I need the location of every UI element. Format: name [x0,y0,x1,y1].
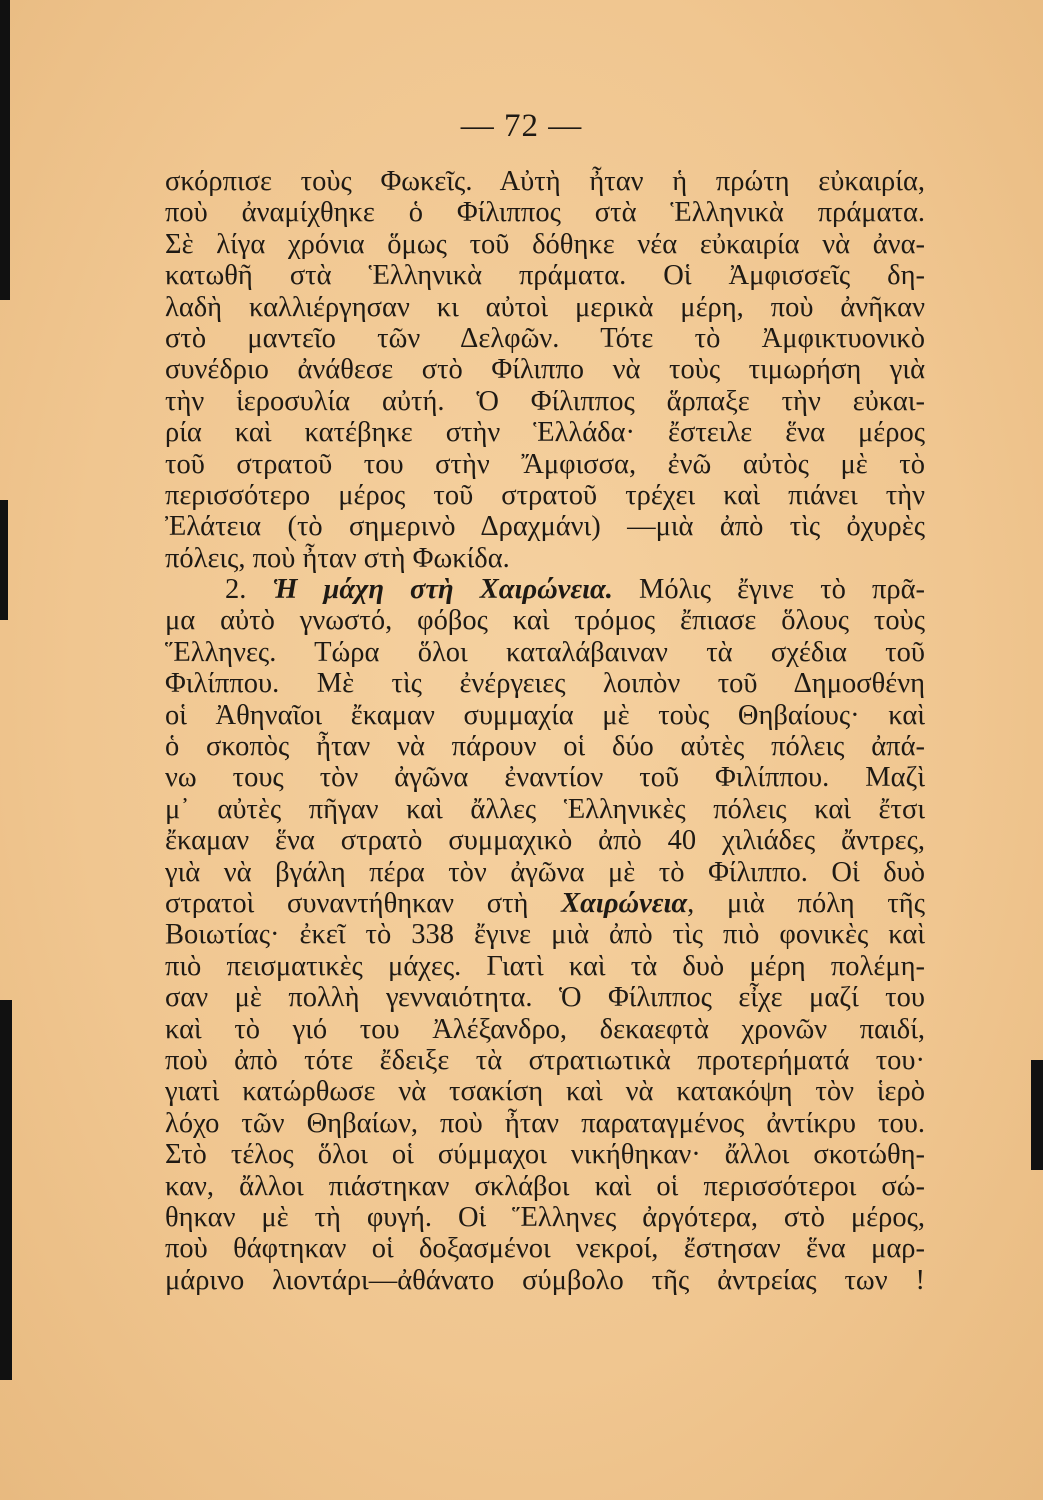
text-line: θηκαν μὲ τὴ φυγή. Οἱ Ἕλληνες ἀργότερα, στὸ μέρος, [165,1201,925,1233]
text-line: Φιλίππου. Μὲ τὶς ἐνέργειες λοιπὸν τοῦ Δημοσθένη [165,668,925,700]
text-line: ὁ σκοπὸς ἦταν νὰ πάρουν οἱ δύο αὐτὲς πόλεις ἀπά- [165,731,925,763]
text-line: μ᾿ αὐτὲς πῆγαν καὶ ἄλλες Ἑλληνικὲς πόλεις καὶ ἔτσι [165,793,925,825]
text-line: συνέδριο ἀνάθεσε στὸ Φίλιππο νὰ τοὺς τιμωρήση γιὰ [165,354,925,386]
text-fragment: , μιὰ πόλη τῆς [687,887,925,919]
scan-edge-shadow [0,1000,12,1380]
text-line: λαδὴ καλλιέργησαν κι αὐτοὶ μερικὰ μέρη, ποὺ ἀνῆκαν [165,291,925,323]
text-line: στὸ μαντεῖο τῶν Δελφῶν. Τότε τὸ Ἀμφικτυονικὸ [165,322,925,354]
text-line: Βοιωτίας· ἐκεῖ τὸ 338 ἔγινε μιὰ ἀπὸ τὶς πιὸ φονικὲς καὶ [165,919,925,951]
text-line: καὶ τὸ γιό του Ἀλέξανδρο, δεκαεφτὰ χρονῶν παιδί, [165,1013,925,1045]
text-line: τὴν ἱεροσυλία αὐτή. Ὁ Φίλιππος ἅρπαξε τὴν εὐκαι- [165,385,925,417]
text-line: ἔκαμαν ἕνα στρατὸ συμμαχικὸ ἀπὸ 40 χιλιάδες ἄντρες, [165,825,925,857]
text-line: Ἐλάτεια (τὸ σημερινὸ Δραχμάνι) —μιὰ ἀπὸ τὶς ὀχυρὲς [165,511,925,543]
page-number: — 72 — [460,108,583,144]
text-line: γιὰ νὰ βγάλη πέρα τὸν ἀγῶνα μὲ τὸ Φίλιππο. Οἱ δυὸ [165,856,925,888]
scan-edge-shadow [1031,1060,1043,1170]
text-line: ποὺ ἀπὸ τότε ἔδειξε τὰ στρατιωτικὰ προτερήματά του· [165,1044,925,1076]
text-line-chaironeia [165,888,925,919]
section-heading-rest: Μόλις ἔγινε τὸ πρᾶ- [638,574,925,606]
text-line: ποὺ θάφτηκαν οἱ δοξασμένοι νεκροί, ἔστησαν ἕνα μαρ- [165,1233,925,1265]
section-heading-line [165,574,925,605]
text-line: μάρινο λιοντάρι—ἀθάνατο σύμβολο τῆς ἀντρείας των ! [165,1264,925,1296]
text-line: λόχο τῶν Θηβαίων, ποὺ ἦταν παραταγμένος ἀντίκρυ του. [165,1107,925,1139]
text-line: σαν μὲ πολλὴ γενναιότητα. Ὁ Φίλιππος εἶχε μαζί του [165,982,925,1014]
text-line: μα αὐτὸ γνωστό, φόβος καὶ τρόμος ἔπιασε ὅλους τοὺς [165,605,925,637]
text-line: γιατὶ κατώρθωσε νὰ τσακίση καὶ νὰ κατακόψη τὸν ἱερὸ [165,1076,925,1108]
section-heading: Ἡ μάχη στὴ Χαιρώνεια. [272,574,613,606]
text-line: Ἕλληνες. Τώρα ὅλοι καταλάβαιναν τὰ σχέδια τοῦ [165,636,925,668]
text-line: ποὺ ἀναμίχθηκε ὁ Φίλιππος στὰ Ἑλληνικὰ πράματα. [165,197,925,229]
text-line: πιὸ πεισματικὲς μάχες. Γιατὶ καὶ τὰ δυὸ μέρη πολέμη- [165,950,925,982]
text-line: νω τους τὸν ἀγῶνα ἐναντίον τοῦ Φιλίππου. Μαζὶ [165,762,925,794]
text-line: περισσότερο μέρος τοῦ στρατοῦ τρέχει καὶ πιάνει τὴν [165,479,925,511]
text-line: Σὲ λίγα χρόνια ὅμως τοῦ δόθηκε νέα εὐκαιρία νὰ ἀνα- [165,228,925,260]
section-number: 2. [225,574,247,606]
text-line: κατωθῆ στὰ Ἑλληνικὰ πράματα. Οἱ Ἀμφισσεῖς δη- [165,260,925,292]
text-line: ρία καὶ κατέβηκε στὴν Ἑλλάδα· ἔστειλε ἕνα μέρος [165,417,925,449]
text-line: καν, ἄλλοι πιάστηκαν σκλάβοι καὶ οἱ περισσότεροι σώ- [165,1170,925,1202]
body-text [165,166,925,1296]
text-line: οἱ Ἀθηναῖοι ἔκαμαν συμμαχία μὲ τοὺς Θηβαίους· καὶ [165,699,925,731]
text-line: Στὸ τέλος ὅλοι οἱ σύμμαχοι νικήθηκαν· ἄλλοι σκοτώθη- [165,1139,925,1171]
text-line: σκόρπισε τοὺς Φωκεῖς. Αὐτὴ ἦταν ἡ πρώτη εὐκαιρία, [165,166,925,197]
scan-edge-shadow [0,0,10,300]
text-line: τοῦ στρατοῦ του στὴν Ἄμφισσα, ἐνῶ αὐτὸς μὲ τὸ [165,448,925,480]
scan-edge-shadow [0,500,8,620]
emphasized-place-name: Χαιρώνεια [561,887,688,919]
text-line: πόλεις, ποὺ ἦταν στὴ Φωκίδα. [165,542,510,574]
text-fragment: στρατοὶ συναντήθηκαν στὴ [165,887,529,919]
